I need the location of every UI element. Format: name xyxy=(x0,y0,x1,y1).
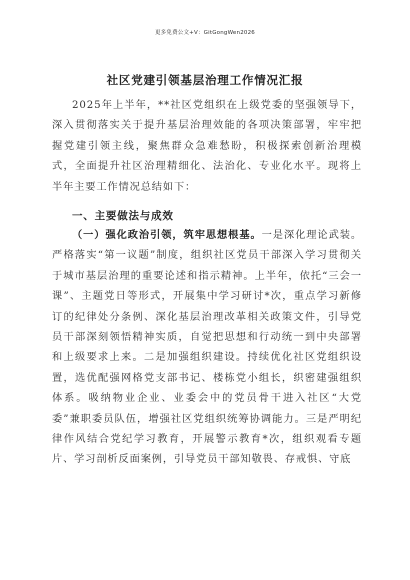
subsection-body: 一是深化理论武装。严格落实“第一议题”制度，组织社区党员干部深入学习贯彻关于城市基层治理的重要论述和指示精神。上半年，依托“三会一课”、主题党日等形式，开展集中学习研讨*次，重点学习新修订的纪律处分条例、深化基层治理改革相关政策文件，引导党员干部深刻领悟精神实质，自觉把思想和行动统一到中央部署和上级要求上来。二是加强组织建设。持续优化社区党组织设置，选优配强网格党支部书记、楼栋党小组长，织密建强组织体系。吸纳物业企业、业委会中的党员骨干进入社区“大党委”兼职委员队伍，增强社区党组织统筹协调能力。三是严明纪律作风结合党纪学习教育，开展警示教育*次，组织观看专题片、学习剖析反面案例，引导党员干部知敬畏、存戒惧、守底 xyxy=(52,230,362,466)
subsection-lead: （一）强化政治引领，筑牢思想根基。 xyxy=(72,230,262,241)
section-heading: 一、主要做法与成效 xyxy=(72,210,174,222)
subsection-paragraph xyxy=(52,226,362,556)
intro-paragraph: 2025年上半年，**社区党组织在上级党委的坚强领导下，深入贯彻落实关于提升基层治理效能的各项决策部署，牢牢把握党建引领主线，聚焦群众急难愁盼，积极探索创新治理模式，全面提升社区治理精细化、法治化、专业化水平。现将上半年主要工作情况总结如下： xyxy=(52,100,362,193)
document-title: 社区党建引领基层治理工作情况汇报 xyxy=(106,73,304,87)
header-note: 更多免费公文+V：GitGongWen2026 xyxy=(154,30,255,36)
